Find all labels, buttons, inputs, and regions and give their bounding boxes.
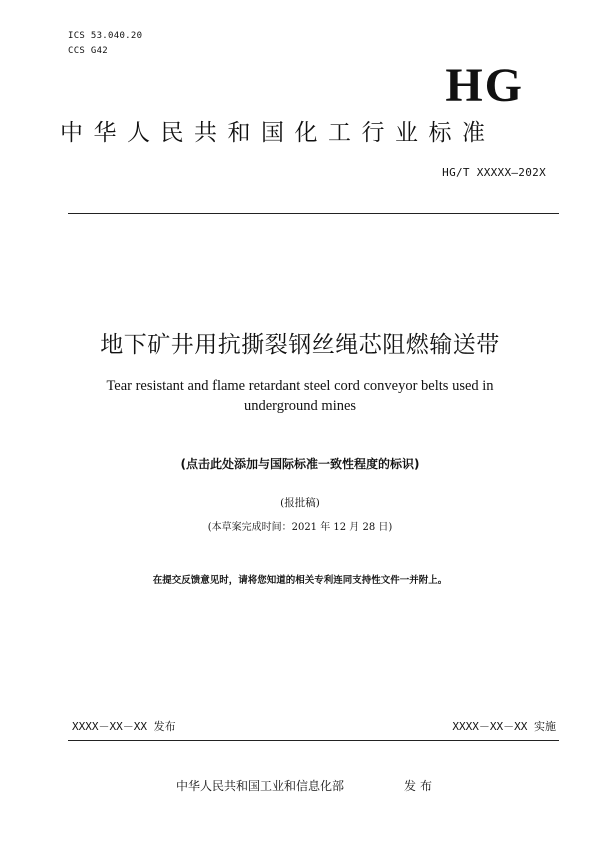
- hg-logo: HG: [445, 59, 524, 112]
- issuing-ministry: 中华人民共和国工业和信息化部: [176, 779, 345, 793]
- ccs-code: CCS G42: [68, 46, 109, 56]
- ics-code: ICS 53.040.20: [68, 31, 143, 41]
- document-title-en: Tear resistant and flame retardant steel cord conveyor belts used in underground mines: [106, 378, 494, 414]
- standard-category-title: 中华人民共和国化工行业标准: [60, 120, 496, 146]
- standard-number: HG/T XXXXX—202X: [442, 166, 546, 179]
- consistency-note: (点击此处添加与国际标准一致性程度的标识): [180, 457, 420, 471]
- feedback-note: 在提交反馈意见时，请将您知道的相关专利连同支持性文件一并附上。: [152, 575, 448, 586]
- publish-label: 发布: [404, 779, 437, 793]
- document-title-cn: 地下矿井用抗撕裂钢丝绳芯阻燃输送带: [100, 332, 500, 358]
- issue-date: XXXX－XX－XX 发布: [72, 720, 176, 733]
- draft-status: (报批稿): [280, 497, 320, 509]
- implementation-date: XXXX－XX－XX 实施: [452, 720, 556, 733]
- header-divider: [68, 213, 559, 214]
- completion-date: (本草案完成时间：2021 年 12 月 28 日): [207, 522, 393, 533]
- footer-divider: [68, 740, 559, 741]
